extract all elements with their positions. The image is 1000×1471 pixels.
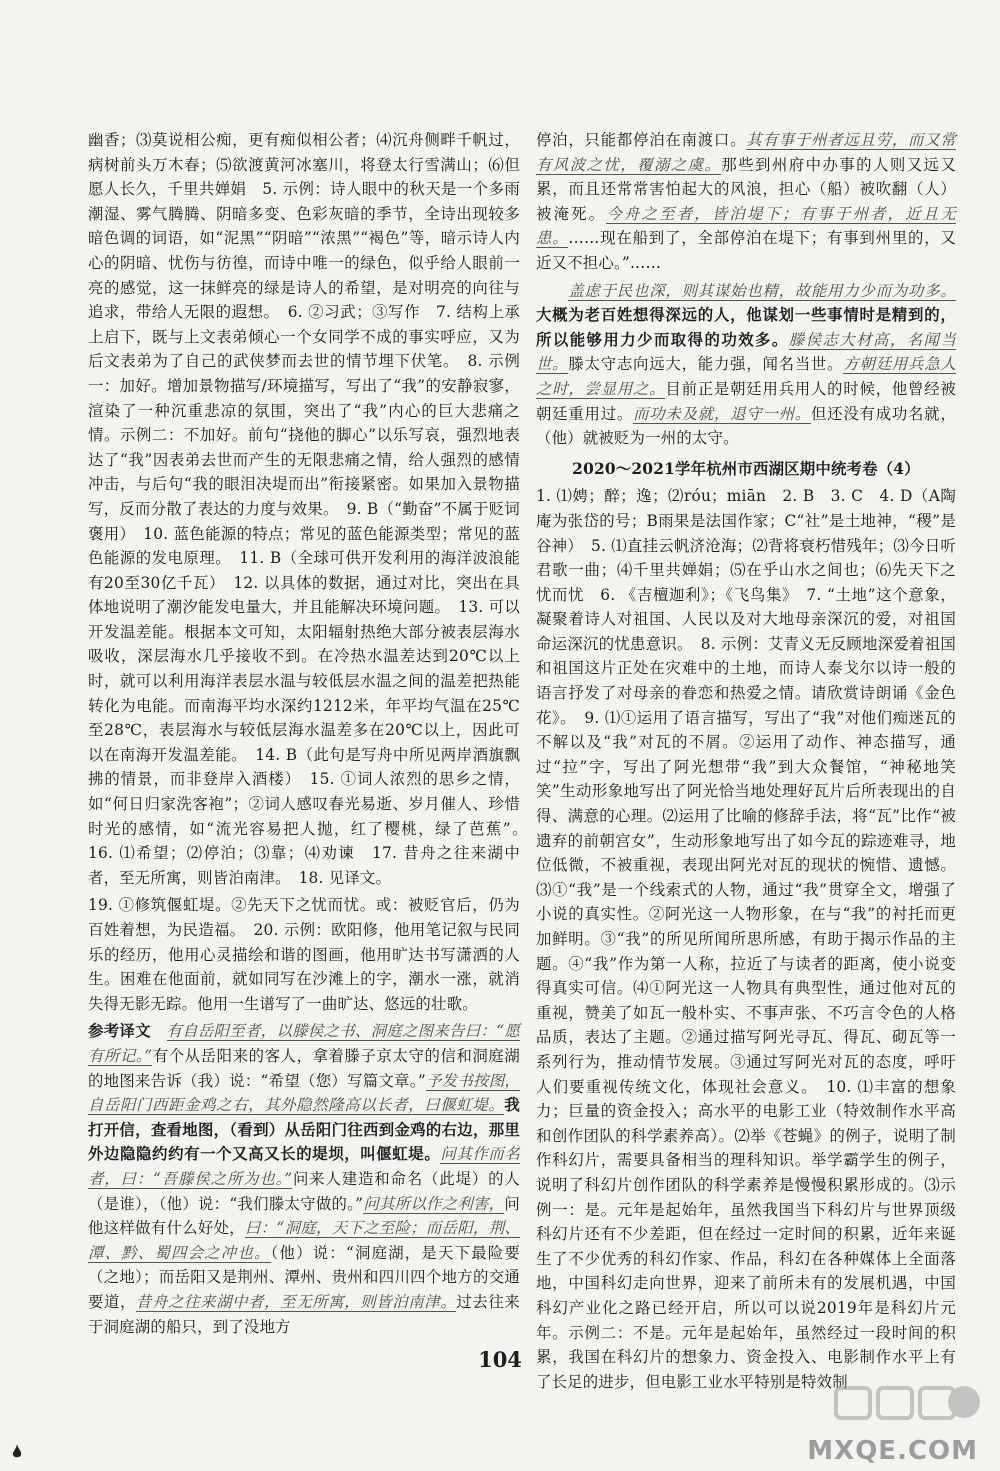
translation-text: ……现在船到了，全部停泊在堤下；有事到州里的，又近又不担心。”…… [536,229,956,272]
translation-text: （他）说：“洞庭湖，是天下最险要（之地）；而岳阳又是荆州、潭州、贵州和四川四个地方的交通要道， [88,1243,520,1311]
translation-text: 停泊，只能都停泊在南渡口。 [536,131,747,149]
classical-text: 今舟之至者，皆泊堤下；有事于州者，近且无患。 [536,204,956,248]
corner-mark-icon [12,1444,22,1458]
classical-text: 滕侯志大材高，名闻当世。 [536,330,956,374]
classical-text: 有自岳阳至者，以滕侯之书、洞庭之图来告曰：“愿有所记。” [88,1022,520,1065]
translation-text: 滕太守志向远大，能力强，闻名当世。 [568,355,844,374]
translation-text: 目前正是朝廷用兵用人的时候，他曾经被朝廷重用过。 [536,379,956,423]
translation-text: 那些到州府中办事的人则又远又累，而且还常常害怕起大的风浪，担心（船）被吹翻（人）被淹死。 [536,155,956,223]
watermark-text: MXQE.COM [807,1436,978,1466]
reference-translation [88,1019,520,1339]
classical-text: 其有事于州者远且劳，而又常有风波之忧，覆溺之虞。 [536,131,956,174]
classical-text: 而功未及就，退守一州。 [633,404,811,423]
page-number: 104 [478,1347,522,1372]
translation-continued [536,279,956,451]
translation-text: 我打开信，查看地图，（看到）从岳阳门往西到金鸡的右边，那里外边隐隐约约有一个又高又长的堤坝，叫偃虹堤。 [88,1096,520,1164]
section-title: 2020～2021学年杭州市西湖区期中统考卷（4） [572,459,920,478]
reference-translation-label: 参考译文 [88,1022,151,1041]
left-column [88,128,536,1339]
translation-text: 问他这样做有什么好处， [88,1194,520,1238]
answer-paragraph: 幽香；⑶莫说相公痴，更有痴似相公者；⑷沉舟侧畔千帆过，病树前头万木春；⑸欲渡黄河冰塞川，将登太行雪满山；⑹但愿人长久，千里共婵娟 5. 示例：诗人眼中的秋天是一个多雨潮湿、雾气腾腾、阴暗多变、色彩灰暗的季节，全诗出现较多暗色调的词语，如“泥黑”“阴暗”“浓黑”“褐色”等，暗示诗人内心的阴暗、忧伤与彷徨，而诗中唯一的绿色，似乎给人眼前一亮的感觉，这一抹鲜亮的绿是诗人的希望，是对明亮的向往与追求，带给人无限的遐想。 6. ②习武；③写作 7. 结构上承上启下，既与上文表弟倾心一个女同学不成的事实呼应，又为后文表弟为了自己的武侠梦而去世的情节埋下伏笔。 8. 示例一：加好。增加景物描写/环境描写，写出了“我”的安静寂寥，渲染了一种沉重悲凉的氛围，突出了“我”内心的巨大悲痛之情。示例二：不加好。前句“挠他的脚心”以乐写哀，强烈地表达了“我”因表弟去世而产生的无限悲痛之情，给人强烈的感情冲击，与后句“我的眼泪决堤而出”衔接紧密。如果加入景物描写，反而分散了表达的力度与效果。 9. B（“勤奋”不属于贬词褒用） 10. 蓝色能源的特点；常见的蓝色能源类型；常见的蓝色能源的发电原理。 11. B（全球可供开发利用的海洋波浪能有20至30亿千瓦） 12. 以具体的数据，通过对比，突出在具体地说明了潮汐能发电量大，并且能解决环境问题。 13. 可以开发温差能。根据本文可知，太阳辐射热绝大部分被表层海水吸收，深层海水几乎接收不到。在冷热水温差达到20℃以上时，就可以利用海洋表层水温与较低层水温之间的温差把热能转化为电能。而南海平均水深约1212米，年平均气温在25℃至28℃，表层海水与较低层海水温差多在20℃以上，因此可以在南海开发温差能。 14. B（此句是写舟中所见两岸酒旗飘拂的情景，而非登岸入酒楼） 15. ①词人浓烈的思乡之情，如“何日归家洗客袍”；②词人感叹春光易逝、岁月催人、珍惜时光的感情，如“流光容易把人抛，红了樱桃，绿了芭蕉”。 16. ⑴希望；⑵停泊；⑶靠；⑷劝谏 17. 昔舟之往来湖中者，至无所寓，则皆泊南津。 18. 见译文。 [88,131,536,887]
translation-text: 但还没有成功名就，（他）就被贬为一州的太守。 [536,404,956,448]
classical-text: 盖虑于民也深，则其谋始也精，故能用力少而为功多。 [568,281,956,300]
translation-text: 问来人建造和命名（此堤）的人（是谁），（他）说：“我们滕太守做的。” [88,1169,520,1213]
translation-text: 过去往来于洞庭湖的船只，到了没地方 [88,1292,520,1336]
translation-text: 大概为老百姓想得深远的人，他谋划一些事情时是精到的，所以能够用力少而取得的功效多。 [536,306,956,349]
translation-continued [536,128,956,276]
classical-text: 方朝廷用兵急人之时，尝显用之。 [536,355,957,398]
classical-text: 予发书按图，自岳阳门西距金鸡之右，其外隐然隆高以长者，曰偃虹堤。 [88,1071,520,1115]
column-divider [527,128,528,1328]
right-column [536,128,956,1394]
translation-text: 有个从岳阳来的客人，拿着滕子京太守的信和洞庭湖的地图来告诉（我）说：“希望（您）写篇文章。” [88,1046,520,1090]
classical-text: 问其所以作之利害， [363,1194,505,1213]
answer-paragraph: 1. ⑴娉；醉；逸；⑵róu；miān 2. B 3. C 4. D（A陶庵为张岱的号；B雨果是法国作家；C“社”是土地神，“稷”是谷神） 5. ⑴直挂云帆济沧海；⑵背将衰朽惜残年；⑶今日听君歌一曲；⑷千里共婵娟；⑸在乎山水之间也；⑹先天下之忧而忧 6. 《吉檀迦利》；《飞鸟集》 7. “土地”这个意象，凝聚着诗人对祖国、人民以及对大地母亲深沉的爱，对祖国命运深沉的忧患意识。 8. 示例：艾青义无反顾地深爱着祖国和祖国这片正处在灾难中的土地，而诗人泰戈尔以诗一般的语言抒发了对母亲的眷恋和热爱之情。请欣赏诗朗诵《金色花》。 9. ⑴①运用了语言描写，写出了“我”对他们痴迷瓦的不解以及“我”对瓦的不屑。②运用了动作、神态描写，通过“拉”字，写出了阿光想带“我”到大众餐馆，“神秘地笑笑”生动形象地写出了阿光恰当地处理好瓦片后所表现出的自得、满意的心理。⑵运用了比喻的修辞手法，将“瓦”比作“被遗弃的前朝宫女”，生动形象地写出了如今瓦的踪迹难寻，地位低微，不被重视，表现出阿光对瓦的现状的惋惜、遗憾。⑶①“我”是一个线索式的人物，通过“我”贯穿全文，增强了小说的真实性。②阿光这一人物形象，在与“我”的衬托而更加鲜明。③“我”的所见所闻所思所感，有助于揭示作品的主题。④“我”作为第一人称，拉近了与读者的距离，使小说变得真实可信。⑷①阿光这一人物具有典型性，通过他对瓦的重视，赞美了如瓦一般朴实、不事声张、不巧言令色的人格品质，表达了主题。②通过描写阿光寻瓦、得瓦、砌瓦等一系列行为，推动情节发展。③通过写阿光对瓦的态度，呼吁人们要重视传统文化，体现社会意义。 10. ⑴丰富的想象力；巨量的资金投入；高水平的电影工业（特效制作水平高和创作团队的科学素养高）。⑵举《苍蝇》的例子，说明了制作科幻片，需要具备相当的理科知识。举学霸学生的例子，说明了科幻片创作团队的科学素养是慢慢积累形成的。⑶示例一：是。元年是起始年，虽然我国当下科幻片与世界顶级科幻片还有不少差距，但在经过一定时间的积累，近年来诞生了不少优秀的科幻作家、作品，科幻在各种媒体上全面落地，中国科幻走向世界，迎来了前所未有的发展机遇，中国科幻产业化之路已经开启，所以可以说2019年是科幻片元年。示例二：不是。元年是起始年，虽然经过一段时间的积累，我国在科幻片的想象力、资金投入、电影制作水平上有了长足的进步，但电影工业水平特别是特效制 [536,487,956,1391]
answer-paragraph: 19. ①修筑偃虹堤。②先天下之忧而忧。或：被贬官后，仍为百姓着想，为民造福。 20. 示例：欧阳修，他用笔记叙与民同乐的经历，他用心灵描绘和谐的图画，他用旷达书写潇洒的人生。困难在他面前，就如同写在沙滩上的字，潮水一涨，就消失得无影无踪。他用一生谱写了一曲旷达、悠远的壮歌。 [88,896,520,1013]
classical-text: 曰：“洞庭，天下之至险；而岳阳，荆、潭、黔、蜀四会之冲也。 [88,1219,520,1262]
classical-text: 问其作而名者，曰：“吾滕侯之所为也。” [88,1145,520,1188]
classical-text: 昔舟之往来湖中者，至无所寓，则皆泊南津。 [136,1292,457,1311]
